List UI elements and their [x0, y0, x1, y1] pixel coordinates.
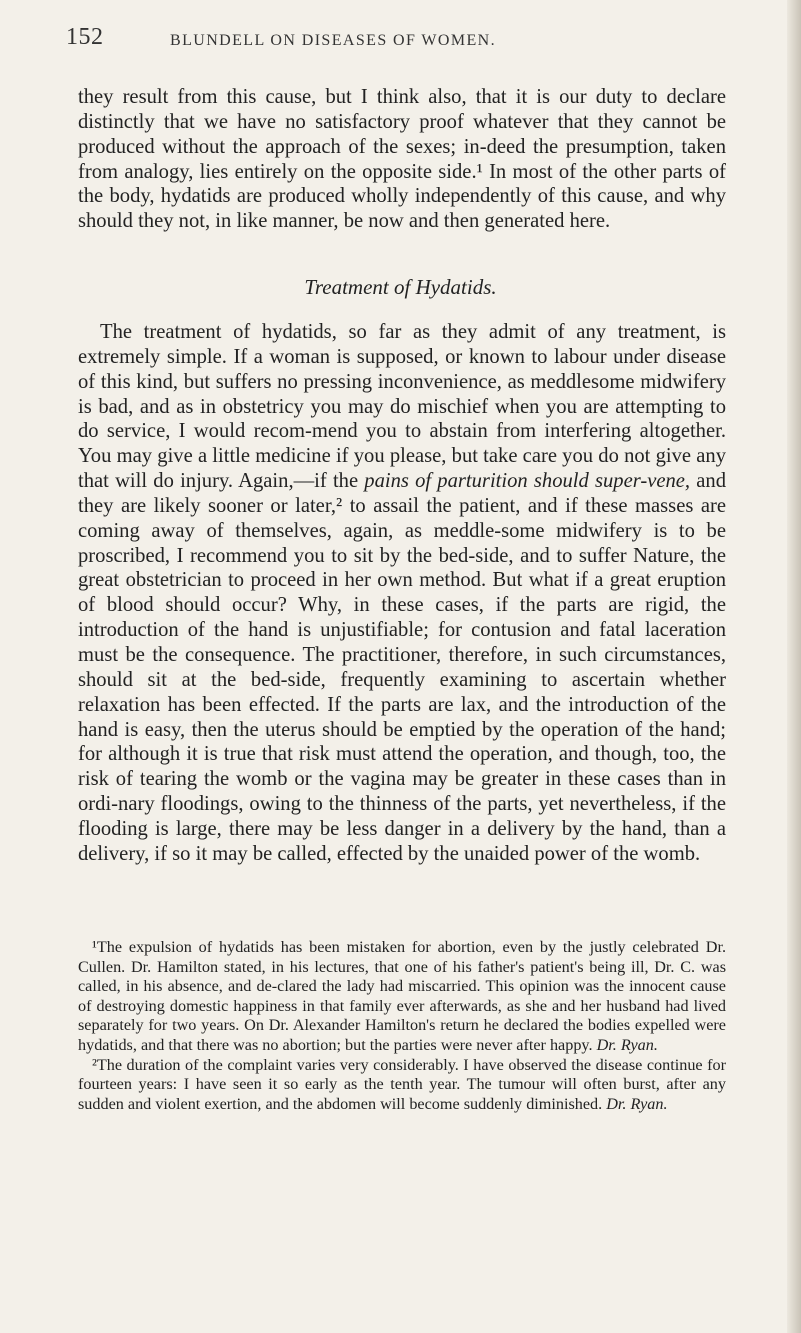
opening-paragraph: they result from this cause, but I think also, that it is our duty to declare distinctly that we have no satisfactory proof whatever that they cannot be produced without the approach of the sexes; in-deed the presumption, taken from analogy, lies entirely on the opposite side.¹ In most of the other parts of the body, hydatids are produced wholly independently of this cause, and why should they not, in like manner, be now and then generated here. [78, 86, 726, 233]
footnote-1-signature: Dr. Ryan. [596, 1035, 658, 1054]
treatment-paragraph [78, 320, 726, 867]
treatment-paragraph-block [78, 320, 726, 867]
footnote-2-signature: Dr. Ryan. [606, 1094, 668, 1113]
treatment-text-part-b: and they are likely sooner or later,² to assail the patient, and if these masses are coming away of themselves, again, as meddle-some midwifery is to be proscribed, I recommend you to sit by the bed-side, and to suffer Nature, the great obstetrician to proceed in her own method. But what if a great eruption of blood should occur? Why, in these cases, if the parts are rigid, the introduction of the hand is unjustifiable; for contusion and fatal laceration must be the consequence. The practitioner, therefore, in such circumstances, should sit at the bed-side, frequently examining to ascertain whether relaxation has been effected. If the parts are lax, and the introduction of the hand is easy, then the uterus should be emptied by the operation of the hand; for although it is true that risk must attend the operation, and though, too, the risk of tearing the womb or the vagina may be greater in these cases than in ordi-nary floodings, owing to the thinness of the parts, yet nevertheless, if the flooding is large, there may be less danger in a delivery by the hand, than a delivery, if so it may be called, effected by the unaided power of the womb. [78, 470, 726, 865]
footnote-2-text: ²The duration of the complaint varies very considerably. I have observed the disease continue for fourteen years: I have seen it so early as the tenth year. The tumour will often burst, after any sudden and violent exertion, and the abdomen will become suddenly diminished. [78, 1055, 726, 1113]
footnotes [78, 938, 726, 1114]
footnote-1-text: ¹The expulsion of hydatids has been mistaken for abortion, even by the justly celebrated Dr. Cullen. Dr. Hamilton stated, in his lectures, that one of his father's patient's being ill, Dr. C. was called, in his absence, and de-clared the lady had miscarried. This opinion was the innocent cause of destroying domestic happiness in that family ever afterwards, as she and her husband had lived separately for two years. On Dr. Alexander Hamilton's return he declared the bodies expelled were hydatids, and that there was no abortion; but the parties were never after happy. [78, 938, 726, 1054]
treatment-italic-phrase: pains of parturition should super-vene, [364, 470, 691, 493]
running-head: BLUNDELL ON DISEASES OF WOMEN. [170, 32, 496, 49]
opening-paragraph-block [78, 85, 726, 234]
page-number: 152 [66, 24, 104, 50]
footnote-1 [78, 938, 726, 1056]
section-heading: Treatment of Hydatids. [304, 275, 497, 299]
footnote-2 [78, 1056, 726, 1115]
page-header [66, 24, 726, 54]
treatment-text-part-a: The treatment of hydatids, so far as they admit of any treatment, is extremely simple. If a woman is supposed, or known to labour under disease of this kind, but suffers no pressing inconvenience, as meddlesome midwifery is bad, and as in obstetricy you may do mischief when you are attempting to do service, I would recom-mend you to abstain from interfering altogether. You may give a little medicine if you please, but take care you do not give any that will do injury. Again,—if the [78, 321, 726, 493]
page-edge [787, 0, 801, 1333]
